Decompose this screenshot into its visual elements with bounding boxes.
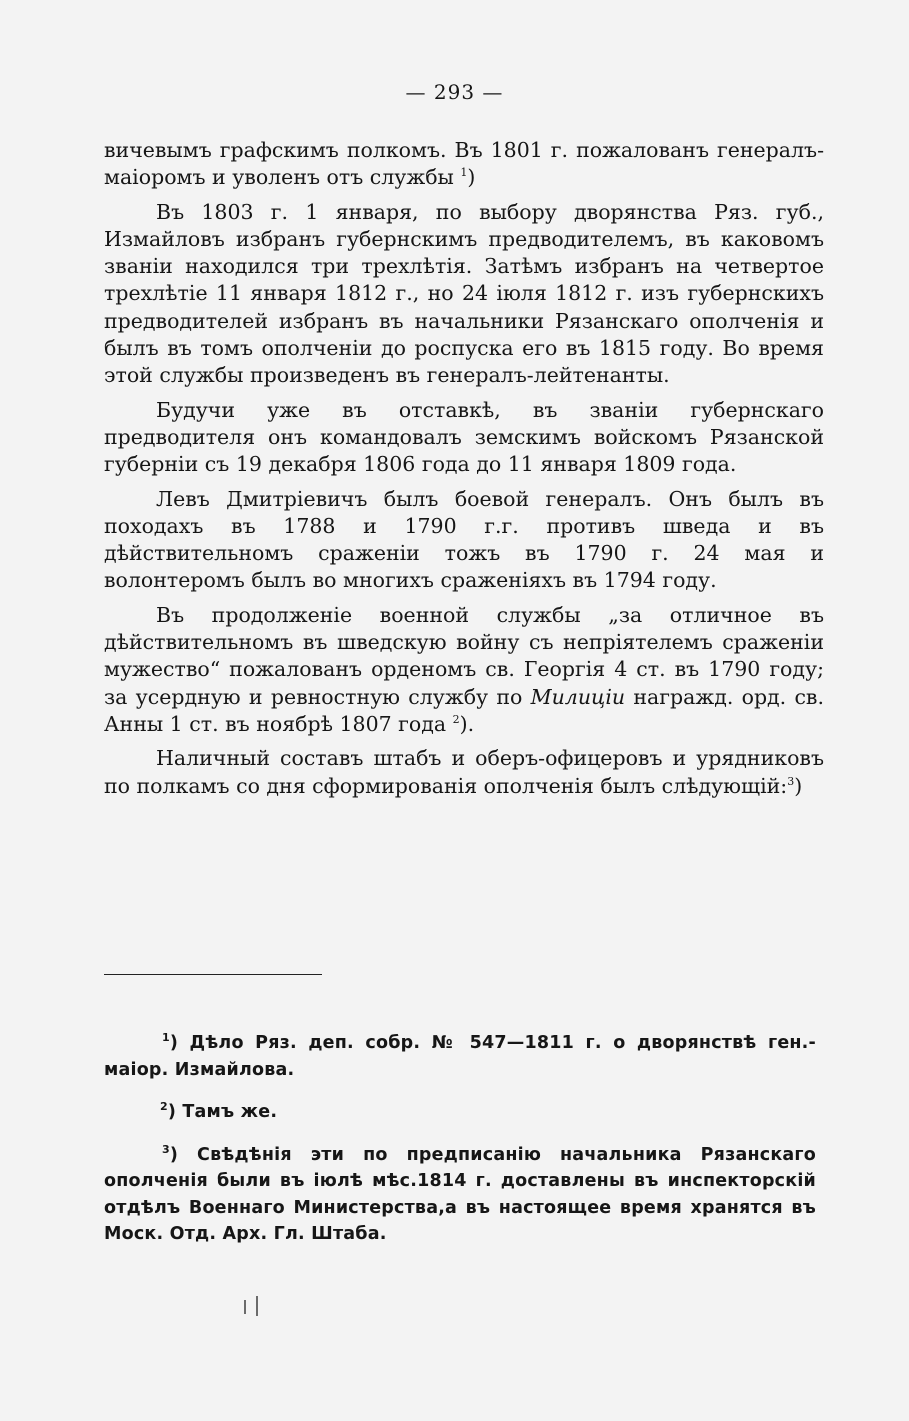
footnote-3 bbox=[104, 1142, 816, 1248]
paragraph-2: Въ 1803 г. 1 января, по выбору дворянства Ряз. губ., Измайловъ избранъ губернскимъ предводителемъ, въ каковомъ званіи находился три трехлѣтія. Затѣмъ избранъ на четвертое трехлѣтіе 11 января 1812 г., но 24 іюля 1812 г. изъ губернскихъ предводителей избранъ въ начальники Рязанскаго ополченія и былъ въ томъ ополченіи до роспуска его въ 1815 году. Во время этой службы произведенъ въ генералъ-лейтенанты. bbox=[104, 199, 824, 388]
main-text bbox=[104, 137, 824, 807]
paragraph-5-italic: Милиціи bbox=[530, 684, 626, 709]
footnote-2-text: ) Тамъ же. bbox=[167, 1102, 278, 1122]
footnote-ref-2-paren: ). bbox=[459, 711, 475, 736]
footnote-1-text: ) Дѣло Ряз. деп. собр. № 547—1811 г. о дворянствѣ ген.-маіор. Измайлова. bbox=[104, 1033, 816, 1080]
paragraph-1 bbox=[104, 137, 824, 192]
footnotes bbox=[104, 1030, 816, 1264]
footnote-ref-1[interactable]: 1 bbox=[460, 166, 468, 180]
paragraph-4: Левъ Дмитріевичъ былъ боевой генералъ. Онъ былъ въ походахъ въ 1788 и 1790 г.г. противъ шведа и въ дѣйствительномъ сраженіи тожъ въ 1790 г. 24 мая и волонтеромъ былъ во многихъ сраженіяхъ въ 1794 году. bbox=[104, 486, 824, 593]
scan-speck bbox=[256, 1296, 258, 1316]
footnote-ref-3[interactable]: 3 bbox=[787, 774, 795, 788]
footnote-ref-2[interactable]: 2 bbox=[452, 713, 460, 727]
footnote-1 bbox=[104, 1030, 816, 1083]
footnote-divider bbox=[104, 974, 322, 975]
footnote-ref-1-paren: ) bbox=[467, 165, 476, 190]
paragraph-6 bbox=[104, 745, 824, 800]
paragraph-5 bbox=[104, 602, 824, 738]
paragraph-1-text: вичевымъ графскимъ полкомъ. Въ 1801 г. пожалованъ генералъ-маіоромъ и уволенъ отъ службы bbox=[104, 138, 824, 190]
footnote-2 bbox=[104, 1099, 816, 1126]
footnote-3-mark: 3 bbox=[162, 1142, 170, 1156]
paragraph-5-text-cont: награжд. орд. св. Анны 1 ст. въ ноябрѣ 1807 года bbox=[104, 684, 824, 736]
paragraph-5-text: Въ продолженіе военной службы „за отличное въ дѣйствительномъ въ шведскую войну съ непріятелемъ сраженіи мужество“ пожалованъ орденомъ св. Георгія 4 ст. въ 1790 году; за усердную и ревностную службу по bbox=[104, 602, 824, 709]
paragraph-3: Будучи уже въ отставкѣ, въ званіи губернскаго предводителя онъ командовалъ земскимъ войскомъ Рязанской губерніи съ 19 декабря 1806 года до 11 января 1809 года. bbox=[104, 397, 824, 477]
footnote-2-mark: 2 bbox=[160, 1100, 168, 1114]
footnote-3-text: ) Свѣдѣнія эти по предписанію начальника Рязанскаго ополченія были въ іюлѣ мѣс.1814 г. доставлены въ инспекторскій отдѣлъ Военнаго Министерства,а въ настоящее время хранятся въ Моск. Отд. Арх. Гл. Штаба. bbox=[104, 1144, 816, 1244]
paragraph-6-text: Наличный составъ штабъ и оберъ-офицеровъ и урядниковъ по полкамъ со дня сформированія ополченія былъ слѣдующій: bbox=[104, 746, 824, 798]
footnote-ref-3-paren: ) bbox=[794, 773, 803, 798]
footnote-1-mark: 1 bbox=[162, 1031, 170, 1045]
page-number: — 293 — bbox=[405, 80, 504, 104]
scan-speck bbox=[244, 1300, 246, 1314]
